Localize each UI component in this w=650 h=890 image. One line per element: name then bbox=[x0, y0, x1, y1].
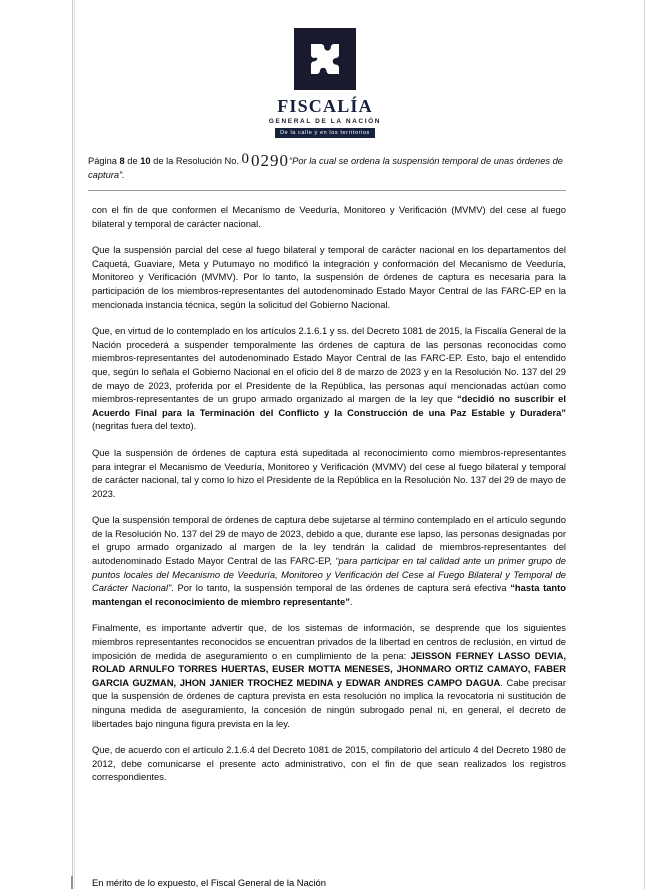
page-label-middle: de bbox=[124, 156, 141, 166]
paragraph-7: Que, de acuerdo con el artículo 2.1.6.4 del Decreto 1081 de 2015, compilatorio del artículo 4 del Decreto 1980 de 2012, debe comunicarse el presente acto administrativo, con el fin de que sean realizados los registros correspondientes. bbox=[92, 744, 566, 783]
paragraph-6-tail: . Cabe precisar que la suspensión de órdenes de captura prevista en esta resolución no implica la revocatoria ni sustitución de ninguna medida de aseguramiento, la concesión de ningún subrogado penal ni, en general, el decreto de libertades bajo ninguna figura prevista en la ley. bbox=[92, 676, 567, 729]
paragraph-6-lead: Finalmente, es importante advertir que, de los sistemas de información, se desprende que los siguientes miembros representantes reconocidos se encuentran privados de la libertad en centros de reclusión, en virtud de imposición de medida de aseguramiento o en cumplimiento de la pena: bbox=[92, 622, 566, 661]
paragraph-2: Que la suspensión parcial del cese al fuego bilateral y temporal de carácter nacional en los departamentos del Caquetá, Guaviare, Meta y Putumayo no modificó la integración y conformación del Mecanismo de Veeduría, Monitoreo y Verificación (MVMV). Por lo tanto, la suspensión de órdenes de captura es necesaria para la participación de los miembros-representantes del autodenominado Estado Mayor Central de las FARC-EP en la mencionada instancia técnica, según la solicitud del Gobierno Nacional. bbox=[92, 244, 566, 310]
document-header bbox=[0, 28, 650, 138]
paragraph-3 bbox=[92, 324, 566, 433]
paragraph-6 bbox=[92, 621, 566, 730]
paragraph-5-lead: Que la suspensión temporal de órdenes de captura debe sujetarse al término contemplado en el artículo segundo de la Resolución No. 137 del 29 de mayo de 2023, debido a que, durante ese lapso, las personas designadas por el grupo armado organizado al margen de la ley tendrán la calidad de miembros-representantes del autodenominado Estado Mayor Central de las FARC-EP, bbox=[92, 514, 566, 567]
page-label-prefix: Página bbox=[88, 156, 120, 166]
paragraph-3-lead: Que, en virtud de lo contemplado en los artículos 2.1.6.1 y ss. del Decreto 1081 de 2015, la Fiscalía General de la Nación procederá a suspender temporalmente las órdenes de captura de las personas reconocidas como miembros-representantes del autodenominado Estado Mayor Central de las FARC-EP. Esto, bajo el entendido que, según lo señala el Gobierno Nacional en el oficio del 8 de marzo de 2023 y en la Resolución No. 137 del 29 de mayo de 2023, proferida por el Presidente de la República, las personas aquí mencionadas actúan como miembros-representantes de un grupo armado organizado al margen de la ley que bbox=[92, 325, 566, 405]
paragraph-1: con el fin de que conformen el Mecanismo de Veeduría, Monitoreo y Verificación (MVMV) del cese al fuego bilateral y temporal de carácter nacional. bbox=[92, 204, 566, 229]
paragraph-5-middle: . Por lo tanto, la suspensión temporal de las órdenes de captura será efectiva bbox=[171, 582, 511, 594]
page-total: 10 bbox=[140, 156, 151, 166]
brand-name: FISCALÍA bbox=[277, 96, 373, 116]
paragraph-5 bbox=[92, 513, 566, 608]
page-label-suffix: de la Resolución No. bbox=[150, 156, 239, 166]
resolution-stamp-number: 0290 bbox=[251, 151, 290, 170]
paragraph-4: Que la suspensión de órdenes de captura está supeditada al reconocimiento como miembros-representantes para integrar el Mecanismo de Veeduría, Monitoreo y Verificación (MVMV) del cese al fuego bilateral y temporal de carácter nacional, tal y como lo hizo el Presidente de la República en la Resolución No. 137 del 29 de mayo de 2023. bbox=[92, 446, 566, 499]
closing-line: En mérito de lo expuesto, el Fiscal General de la Nación bbox=[92, 877, 326, 888]
document-body bbox=[92, 203, 566, 797]
puzzle-piece-icon bbox=[308, 41, 342, 77]
brand-tagline: De la calle y en los territorios bbox=[275, 128, 375, 138]
header-divider bbox=[88, 190, 566, 191]
page-current: 8 bbox=[119, 156, 125, 166]
paragraph-5-quote-2: “hasta tanto mantengan el reconocimiento de miembro representante” bbox=[92, 582, 566, 607]
page-number-line bbox=[88, 152, 566, 182]
paragraph-5-tail: . bbox=[349, 595, 353, 607]
scan-tick-mark bbox=[71, 876, 73, 889]
paragraph-5-quote-1: “para participar en tal calidad ante un primer grupo de puntos locales del Mecanismo de Veeduría, Monitoreo y Verificación del Cese al Fuego Bilateral y Temporal de Carácter Nacional” bbox=[92, 555, 566, 594]
paragraph-6-names: JEISSON FERNEY LASSO DEVIA, ROLAD ARNULFO TORRES HUERTAS, EUSER MOTTA MENESES, JHONMARO ORTIZ CAMAYO, FABER GARCIA GUZMAN, JHON JANIER TROCHEZ MEDINA y EDWAR ANDRES CAMPO DAGUA bbox=[92, 649, 566, 688]
brand-subtitle: GENERAL DE LA NACIÓN bbox=[268, 118, 382, 125]
paragraph-3-tail: (negritas fuera del texto). bbox=[92, 420, 197, 432]
fiscalia-logo bbox=[294, 28, 356, 90]
paragraph-3-quote: “decidió no suscribir el Acuerdo Final para la Terminación del Conflicto y la Construcción de una Paz Estable y Duradera” bbox=[92, 393, 567, 418]
resolution-title: “Por la cual se ordena la suspensión temporal de unas órdenes de captura”. bbox=[88, 156, 563, 180]
stamp-prefix: 0 bbox=[241, 151, 250, 167]
